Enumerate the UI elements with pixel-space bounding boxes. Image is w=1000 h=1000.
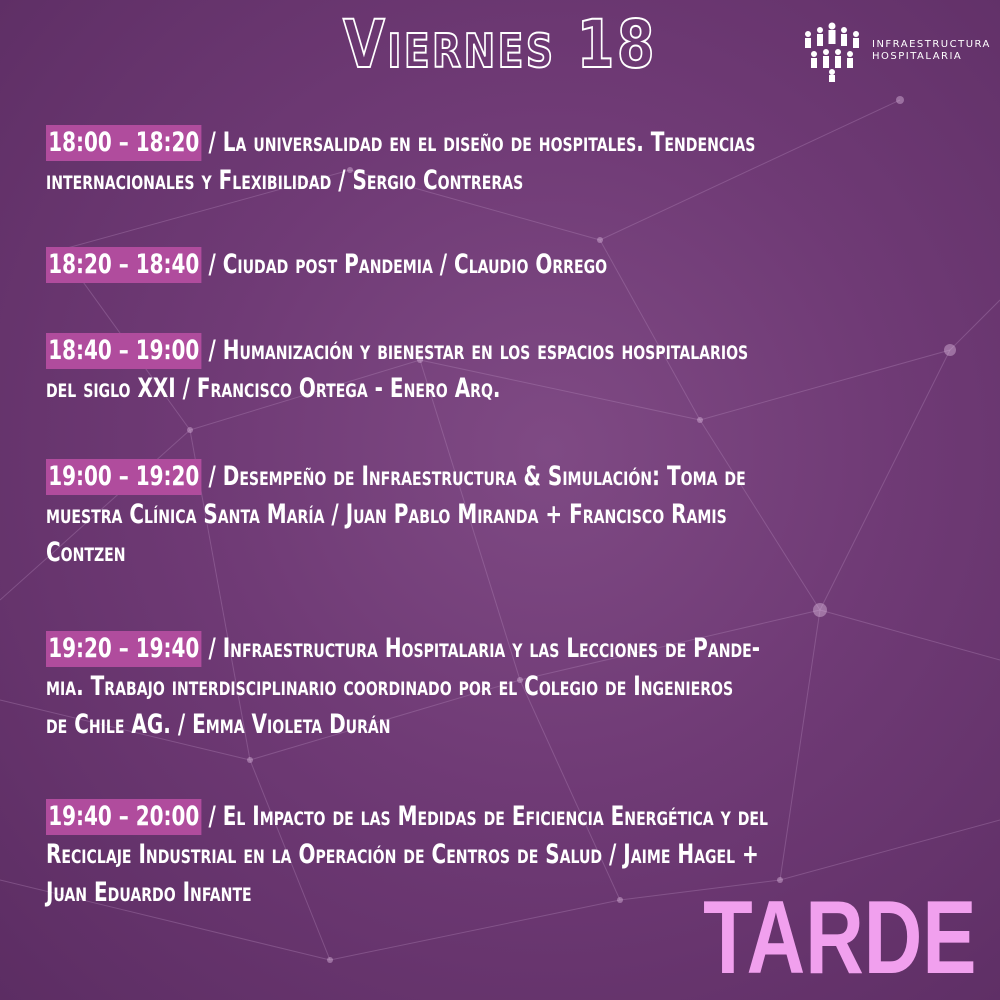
session-item <box>46 246 934 284</box>
brand-line-2: HOSPITALARIA <box>872 51 963 62</box>
brand-logo <box>800 20 990 82</box>
session-description: / La universalidad en el diseño de hospitales. Tendencias internacionales y Flexibilidad / Sergio Contreras <box>46 127 756 196</box>
session-item <box>46 124 934 200</box>
session-time: 18:00 – 18:20 <box>46 125 202 161</box>
brand-line-1: INFRAESTRUCTURA <box>872 39 991 50</box>
session-description: / Humanización y bienestar en los espacios hospitalarios del siglo XXI / Francisco Ortega - Enero Arq. <box>46 335 749 404</box>
session-item <box>46 458 934 572</box>
page-title: Viernes 18 <box>342 6 657 83</box>
session-description: / El Impacto de las Medidas de Eficiencia Energética y del Reciclaje Industrial en la Operación de Centros de Salud / Jaime Hagel + Juan Eduardo Infante <box>46 801 768 908</box>
session-time: 19:00 – 19:20 <box>46 459 202 495</box>
session-description: / Ciudad post Pandemia / Claudio Orrego <box>201 249 608 280</box>
session-item <box>46 630 934 744</box>
session-time: 19:40 – 20:00 <box>46 799 202 835</box>
session-time: 19:20 – 19:40 <box>46 631 202 667</box>
session-description: / Desempeño de Infraestructura & Simulación: Toma de muestra Clínica Santa María / Juan Pablo Miranda + Francisco Ramis Contzen <box>46 461 746 568</box>
session-time: 18:20 – 18:40 <box>46 247 202 283</box>
brand-name <box>872 39 991 63</box>
session-item <box>46 332 934 408</box>
tarde-label: TARDE <box>702 880 976 996</box>
session-time: 18:40 – 19:00 <box>46 333 202 369</box>
people-grid-icon <box>800 20 864 82</box>
session-description: / Infraestructura Hospitalaria y las Lecciones de Pande- mia. Trabajo interdisciplinario coordinado por el Colegio de Ingenieros de Chile AG. / Emma Violeta Durán <box>46 633 761 740</box>
